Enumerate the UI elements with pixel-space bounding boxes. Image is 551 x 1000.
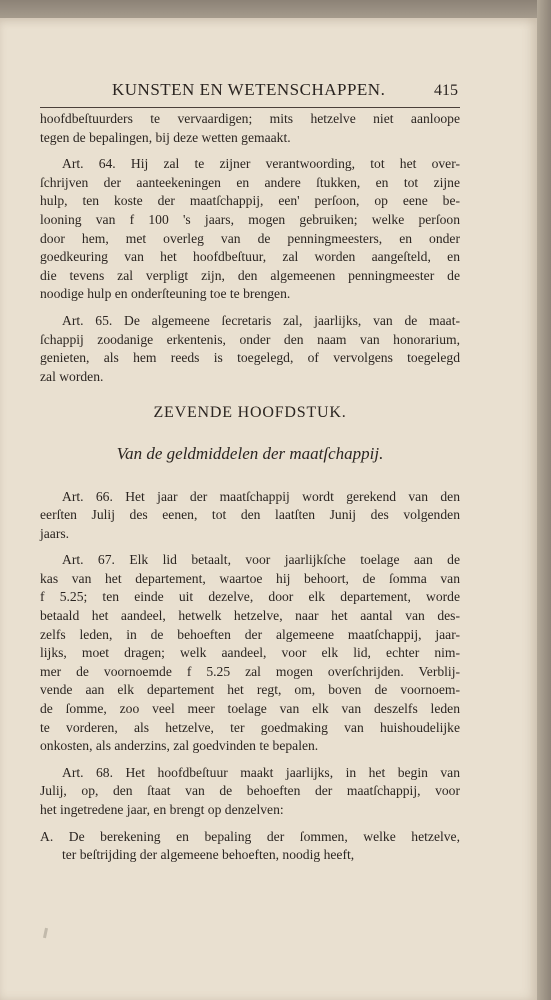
text-line: looning van f 100 's jaars, mogen gebruiken; welke perſoon: [40, 211, 460, 227]
text-line: vende aan elk departement het regt, om, boven de voornoem-: [40, 682, 460, 698]
text-line: Art. 64. Hij zal te zijner verantwoording, tot het over-: [62, 156, 460, 172]
article-68: [40, 764, 460, 820]
text-line: lijks, moet dragen; welk aandeel, voor elk lid, echter nim-: [40, 645, 460, 661]
page-edge: [537, 0, 551, 1000]
text-line: genieten, als hem reeds is toegelegd, of vervolgens toegelegd: [40, 350, 460, 366]
item-a: [40, 828, 460, 865]
article-65: [40, 312, 460, 386]
text-line: jaars.: [40, 525, 70, 541]
text-line: noodige hulp en onderſteuning toe te brengen.: [40, 286, 291, 302]
text-line: mer de voornoemde f 5.25 zal mogen overſchrijden. Verblij-: [40, 663, 460, 679]
text-line: die tevens zal verpligt zijn, den algemeenen penningmeester de: [40, 267, 460, 283]
text-line: kas van het departement, waartoe hij behoort, de ſomma van: [40, 570, 460, 586]
text-line: Art. 65. De algemeene ſecretaris zal, jaarlijks, van de maat-: [62, 312, 460, 328]
text-line: tegen de bepalingen, bij deze wetten gemaakt.: [40, 129, 291, 145]
chapter-subtitle: Van de geldmiddelen der maatſchappij.: [116, 443, 384, 463]
article-66: [40, 488, 460, 544]
text-line: Art. 67. Elk lid betaalt, voor jaarlijkſche toelage aan de: [62, 552, 460, 568]
text-line: Art. 68. Het hoofdbeſtuur maakt jaarlijks, in het begin van: [62, 764, 460, 780]
page-top-shadow: [0, 0, 551, 18]
text-line: betaald het aandeel, hetwelk hetzelve, naar het aantal van des-: [40, 608, 460, 624]
text-line: de ſomme, zoo veel meer toelage van elk van deszelfs leden: [40, 701, 460, 717]
text-line: hoofdbeſtuurders te vervaardigen; mits hetzelve niet aanloope: [40, 111, 460, 126]
text-line: door hem, met overleg van de penningmeesters, en onder: [40, 230, 460, 246]
text-line: Art. 66. Het jaar der maatſchappij wordt gerekend van den: [62, 488, 460, 504]
chapter-title: ZEVENDE HOOFDSTUK.: [153, 404, 347, 422]
text-line: ter beſtrijding der algemeene behoeften, noodig heeft,: [62, 847, 355, 863]
text-line: hulp, ten koste der maatſchappij, een' perſoon, op eene be-: [40, 193, 460, 209]
article-64: [40, 155, 460, 304]
page-body: [40, 110, 460, 873]
text-line: ſchappij zoodanige erkentenis, onder den naam van honorarium,: [40, 331, 460, 347]
running-head: KUNSTEN EN WETENSCHAPPEN.: [112, 80, 386, 99]
text-line: A. De berekening en bepaling der ſommen, welke hetzelve,: [40, 828, 460, 844]
header-rule: [40, 107, 460, 108]
page-header: [112, 80, 458, 110]
text-line: ſchrijven der aanteekeningen en andere ſtukken, en tot zijne: [40, 174, 460, 190]
text-line: onkosten, als anderzins, zal goedvinden te bepalen.: [40, 738, 319, 754]
text-line: zelfs leden, in de behoeften der algemeene maatſchappij, jaar-: [40, 626, 460, 642]
text-line: eerſten Julij des eenen, tot den laatſten Junij des volgenden: [40, 507, 460, 523]
text-line: goedkeuring van het hoofdbeſtuur, zal worden aangeſteld, en: [40, 249, 460, 265]
intro-paragraph: [40, 110, 460, 147]
article-67: [40, 551, 460, 756]
page-number: 415: [434, 82, 458, 99]
text-line: te vorderen, als hetzelve, ter goedmaking van huishoudelijke: [40, 719, 460, 735]
text-line: Julij, op, den ſtaat van de behoeften der maatſchappij, voor: [40, 783, 460, 799]
text-line: zal worden.: [40, 368, 104, 384]
text-line: het ingetredene jaar, en brengt op denzelven:: [40, 802, 284, 817]
text-line: f 5.25; ten einde uit dezelve, door elk departement, worde: [40, 589, 460, 605]
